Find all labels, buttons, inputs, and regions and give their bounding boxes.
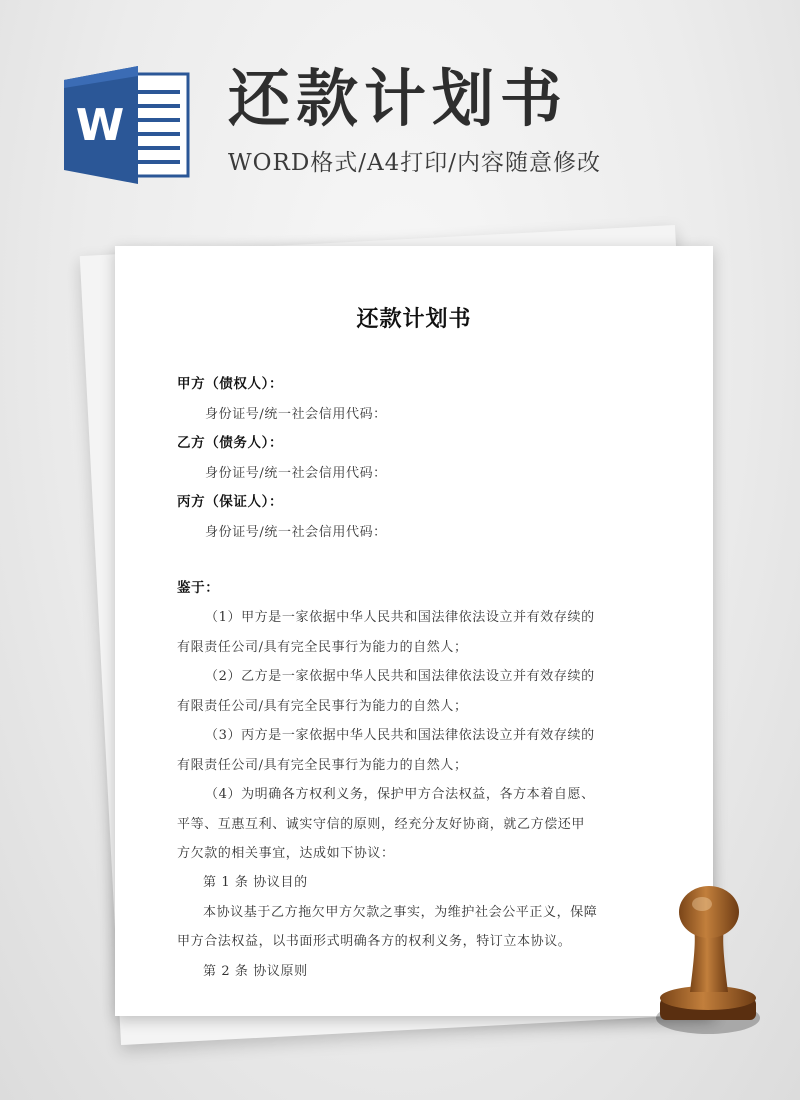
whereas-line: 有限责任公司/具有完全民事行为能力的自然人； [177,640,468,655]
whereas-line: 有限责任公司/具有完全民事行为能力的自然人； [177,699,468,714]
whereas-label: 鉴于： [177,580,220,596]
whereas-line: 有限责任公司/具有完全民事行为能力的自然人； [177,758,468,773]
whereas-line: （3）丙方是一家依据中华人民共和国法律依法设立并有效存续的 [205,728,595,743]
whereas-line: 平等、互惠互利、诚实守信的原则，经充分友好协商，就乙方偿还甲 [177,817,586,832]
document-title: 还款计划书 [356,306,472,332]
party-c-label: 丙方（保证人）： [177,494,284,510]
article-1-line: 本协议基于乙方拖欠甲方欠款之事实，为维护社会公平正义，保障 [203,905,598,920]
party-a-label: 甲方（债权人）： [177,376,284,392]
whereas-line: （2）乙方是一家依据中华人民共和国法律依法设立并有效存续的 [205,669,595,684]
whereas-line: 方欠款的相关事宜，达成如下协议： [177,846,395,861]
party-c-id-line: 身份证号/统一社会信用代码： [205,525,387,540]
party-b-id-line: 身份证号/统一社会信用代码： [205,466,387,481]
word-logo-icon [64,66,190,184]
whereas-line: （4）为明确各方权利义务，保护甲方合法权益，各方本着自愿、 [205,787,595,802]
article-1-line: 甲方合法权益，以书面形式明确各方的权利义务，特订立本协议。 [177,934,572,949]
header-title: 还款计划书 [228,62,569,135]
article-1-heading: 第 1 条 协议目的 [203,875,308,890]
header-subtitle: WORD格式/A4打印/内容随意修改 [228,150,601,176]
party-a-id-line: 身份证号/统一社会信用代码： [205,407,387,422]
article-2-heading: 第 2 条 协议原则 [203,964,308,979]
word-logo-letter: W [75,100,125,151]
party-b-label: 乙方（债务人）： [177,435,284,451]
stamp-icon [650,880,770,1040]
whereas-line: （1）甲方是一家依据中华人民共和国法律依法设立并有效存续的 [205,610,595,625]
document-page [115,246,713,1016]
